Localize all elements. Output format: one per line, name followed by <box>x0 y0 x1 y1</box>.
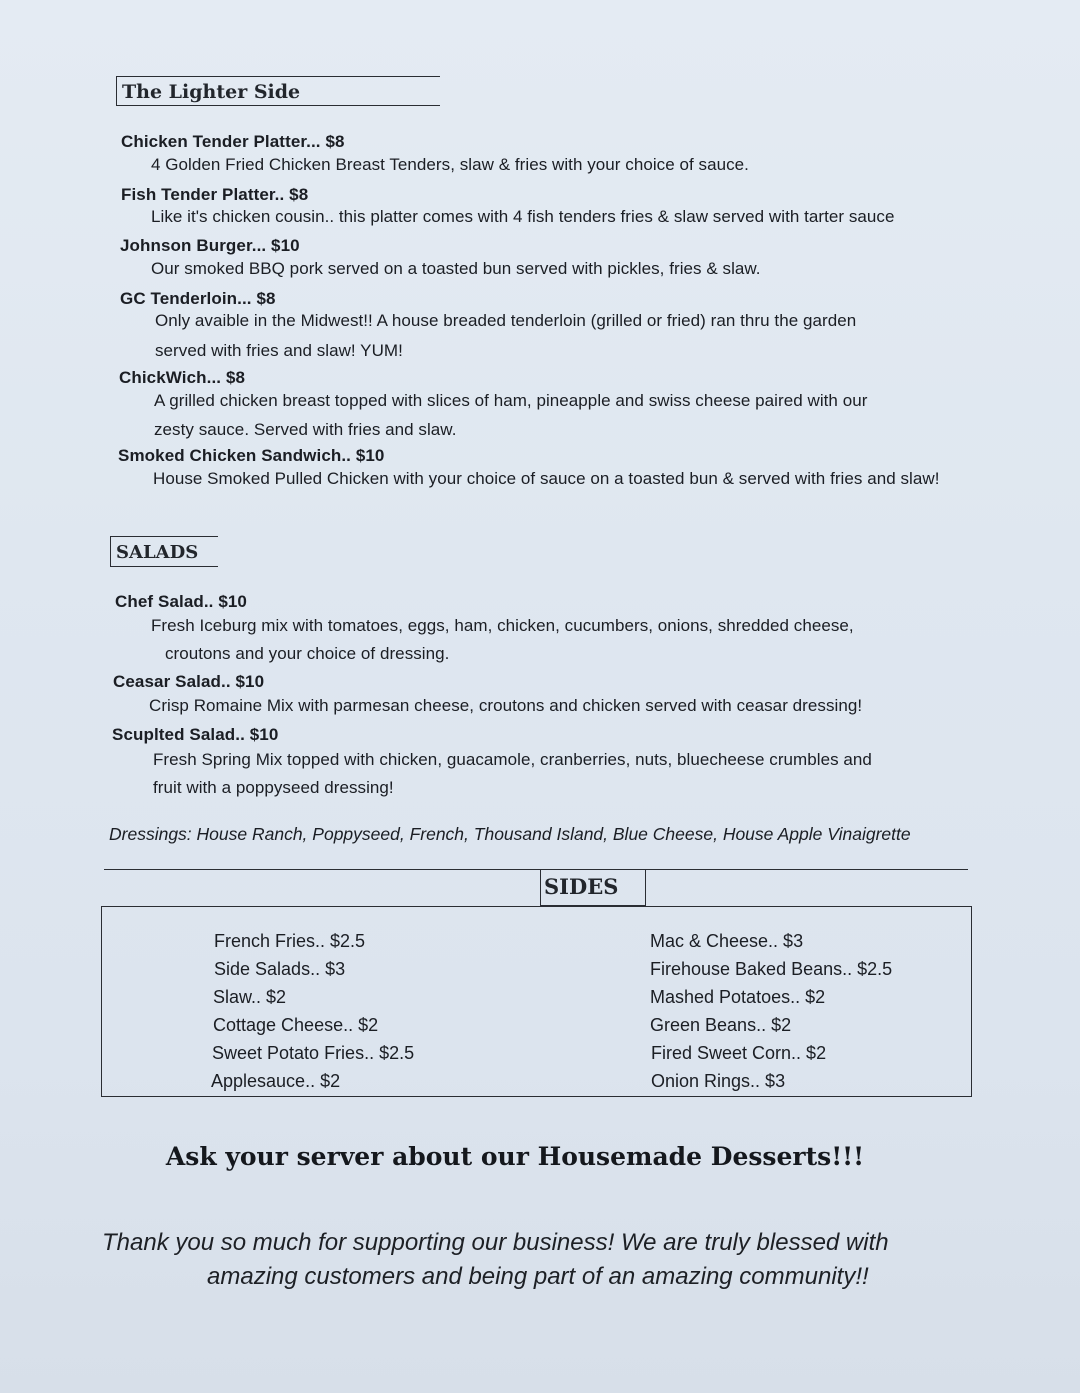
menu-item-description: zesty sauce. Served with fries and slaw. <box>154 420 457 439</box>
side-item: Mashed Potatoes.. $2 <box>650 987 826 1007</box>
menu-item-title: ChickWich... $8 <box>119 368 246 387</box>
menu-item-title: Chef Salad.. $10 <box>115 592 247 611</box>
menu-item-title: GC Tenderloin... $8 <box>120 289 276 308</box>
menu-item-description: Only avaible in the Midwest!! A house breaded tenderloin (grilled or fried) ran thru the garden <box>155 311 857 330</box>
menu-item-description: fruit with a poppyseed dressing! <box>153 778 394 797</box>
menu-item-description: Fresh Iceburg mix with tomatoes, eggs, ham, chicken, cucumbers, onions, shredded cheese, <box>151 616 854 635</box>
menu-item-description: House Smoked Pulled Chicken with your choice of sauce on a toasted bun & served with fries and slaw! <box>153 469 940 488</box>
menu-item-description: croutons and your choice of dressing. <box>165 644 450 663</box>
desserts-note: Ask your server about our Housemade Desserts!!! <box>165 1142 865 1171</box>
side-item: Slaw.. $2 <box>213 987 287 1007</box>
side-item: French Fries.. $2.5 <box>214 931 366 951</box>
thank-you-line-2: amazing customers and being part of an amazing community!! <box>207 1263 869 1290</box>
menu-item-title: Scuplted Salad.. $10 <box>112 725 279 744</box>
menu-item-description: 4 Golden Fried Chicken Breast Tenders, slaw & fries with your choice of sauce. <box>151 155 749 174</box>
dressings-list: Dressings: House Ranch, Poppyseed, French, Thousand Island, Blue Cheese, House Apple Vinaigrette <box>109 824 911 844</box>
menu-item-title: Chicken Tender Platter... $8 <box>121 132 345 151</box>
side-item: Cottage Cheese.. $2 <box>213 1015 379 1035</box>
side-item: Mac & Cheese.. $3 <box>650 931 804 951</box>
side-item: Side Salads.. $3 <box>214 959 346 979</box>
lighter-side-heading: The Lighter Side <box>116 76 440 106</box>
menu-item-title: Smoked Chicken Sandwich.. $10 <box>118 446 385 465</box>
salads-heading: SALADS <box>110 536 218 567</box>
side-item: Onion Rings.. $3 <box>651 1071 786 1091</box>
menu-item-description: served with fries and slaw! YUM! <box>155 341 403 360</box>
menu-item-title: Fish Tender Platter.. $8 <box>121 185 309 204</box>
sides-heading: SIDES <box>540 869 646 906</box>
side-item: Sweet Potato Fries.. $2.5 <box>212 1043 415 1063</box>
menu-item-description: Fresh Spring Mix topped with chicken, guacamole, cranberries, nuts, bluecheese crumbles and <box>153 750 872 769</box>
menu-item-description: A grilled chicken breast topped with slices of ham, pineapple and swiss cheese paired with our <box>154 391 868 410</box>
side-item: Firehouse Baked Beans.. $2.5 <box>650 959 893 979</box>
side-item: Green Beans.. $2 <box>650 1015 792 1035</box>
menu-item-title: Johnson Burger... $10 <box>120 236 300 255</box>
menu-item-description: Our smoked BBQ pork served on a toasted bun served with pickles, fries & slaw. <box>151 259 761 278</box>
menu-item-title: Ceasar Salad.. $10 <box>113 672 265 691</box>
sides-top-rule <box>104 869 968 870</box>
side-item: Applesauce.. $2 <box>211 1071 341 1091</box>
thank-you-line-1: Thank you so much for supporting our business! We are truly blessed with <box>102 1229 889 1256</box>
side-item: Fired Sweet Corn.. $2 <box>651 1043 827 1063</box>
menu-item-description: Like it's chicken cousin.. this platter comes with 4 fish tenders fries & slaw served with tarter sauce <box>151 207 895 226</box>
menu-item-description: Crisp Romaine Mix with parmesan cheese, croutons and chicken served with ceasar dressing! <box>149 696 863 715</box>
